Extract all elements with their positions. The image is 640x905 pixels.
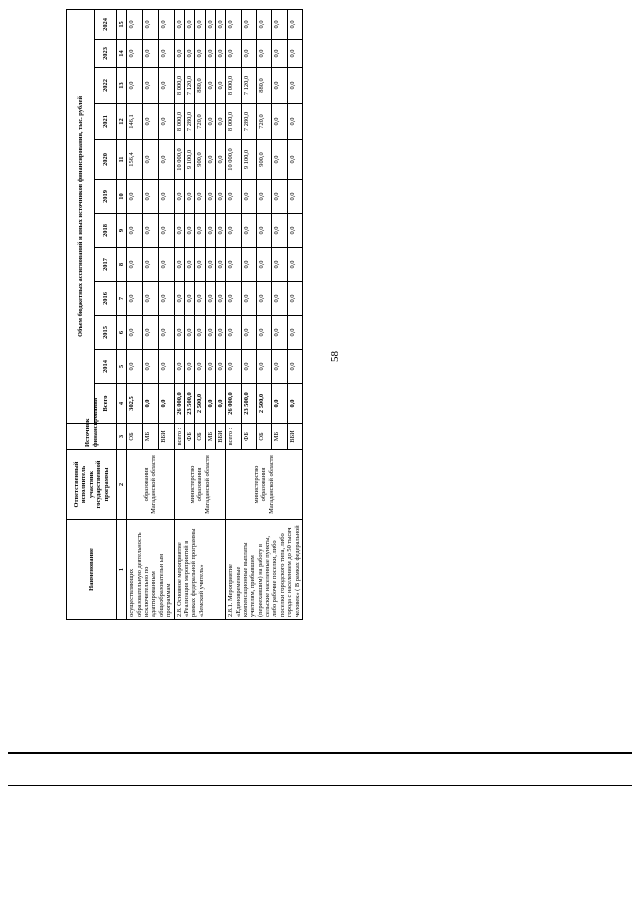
- row-value: 0,0: [272, 68, 287, 104]
- row-value: 0,0: [226, 180, 241, 214]
- column-number: 2: [117, 450, 127, 520]
- row-value: 0,0: [143, 214, 159, 248]
- row-value: 0,0: [256, 40, 271, 68]
- row-value: 8 000,0: [226, 104, 241, 140]
- header-volume: Объем бюджетных ассигнований и иных источников финансирования, тыс. рублей: [67, 9, 95, 423]
- row-value: 0,0: [127, 68, 143, 104]
- row-value: 9 100,0: [184, 140, 194, 180]
- row-value: 0,0: [195, 214, 205, 248]
- row-value: 0,0: [174, 282, 184, 316]
- row-value: 0,0: [143, 9, 159, 39]
- row-value: 0,0: [143, 104, 159, 140]
- row-value: 0,0: [287, 104, 302, 140]
- row-value: 0,0: [241, 40, 256, 68]
- row-value: 0,0: [215, 214, 225, 248]
- row-total: 2 500,0: [256, 384, 271, 424]
- row-value: 880,0: [256, 68, 271, 104]
- column-number: 12: [117, 104, 127, 140]
- row-value: 0,0: [158, 140, 174, 180]
- row-value: 0,0: [272, 214, 287, 248]
- header-year: 2016: [95, 282, 117, 316]
- row-value: 0,0: [256, 9, 271, 39]
- row-value: 0,0: [205, 140, 215, 180]
- row-executor: министерство образования Магаданской области: [174, 450, 226, 520]
- row-value: 0,0: [127, 180, 143, 214]
- column-number: 8: [117, 248, 127, 282]
- row-source: ВБИ: [158, 424, 174, 450]
- row-value: 0,0: [174, 9, 184, 39]
- row-total: 0,0: [287, 384, 302, 424]
- row-value: 0,0: [226, 248, 241, 282]
- row-value: 0,0: [195, 40, 205, 68]
- row-value: 0,0: [205, 248, 215, 282]
- header-total: Всего: [95, 384, 117, 424]
- row-value: 0,0: [143, 180, 159, 214]
- row-value: 720,0: [195, 104, 205, 140]
- financing-table: [66, 9, 303, 620]
- row-value: 0,0: [205, 180, 215, 214]
- header-year: 2018: [95, 214, 117, 248]
- row-value: 0,0: [195, 248, 205, 282]
- row-value: 0,0: [272, 104, 287, 140]
- footer-rule-thick: [8, 752, 632, 754]
- row-source: ФБ: [184, 424, 194, 450]
- row-total: 26 000,0: [226, 384, 241, 424]
- row-value: 0,0: [127, 40, 143, 68]
- header-source: Источник финансирования: [67, 424, 117, 450]
- row-value: 10 000,0: [174, 140, 184, 180]
- row-value: 0,0: [287, 40, 302, 68]
- row-value: 8 000,0: [174, 68, 184, 104]
- row-value: 720,0: [256, 104, 271, 140]
- row-value: 0,0: [195, 9, 205, 39]
- row-value: 8 000,0: [174, 104, 184, 140]
- row-value: 0,0: [205, 214, 215, 248]
- row-value: 0,0: [158, 282, 174, 316]
- row-value: 0,0: [241, 350, 256, 384]
- row-value: 0,0: [174, 248, 184, 282]
- row-value: 0,0: [195, 316, 205, 350]
- row-value: 0,0: [205, 68, 215, 104]
- row-value: 0,0: [195, 350, 205, 384]
- row-value: 0,0: [215, 40, 225, 68]
- row-value: 0,0: [241, 214, 256, 248]
- row-value: 0,0: [174, 214, 184, 248]
- row-source: МБ: [143, 424, 159, 450]
- row-value: 0,0: [158, 350, 174, 384]
- row-value: 0,0: [287, 350, 302, 384]
- row-value: 0,0: [215, 9, 225, 39]
- row-value: 0,0: [287, 9, 302, 39]
- row-value: 0,0: [287, 180, 302, 214]
- row-value: 0,0: [241, 282, 256, 316]
- header-year: 2024: [95, 9, 117, 39]
- row-source: всего :: [174, 424, 184, 450]
- row-source: всего :: [226, 424, 241, 450]
- row-value: 0,0: [158, 9, 174, 39]
- row-total: 0,0: [272, 384, 287, 424]
- column-number: 9: [117, 214, 127, 248]
- row-value: 0,0: [215, 350, 225, 384]
- row-value: 0,0: [226, 40, 241, 68]
- row-total: 2 500,0: [195, 384, 205, 424]
- header-year: 2023: [95, 40, 117, 68]
- row-value: 0,0: [127, 282, 143, 316]
- header-name: Наименование: [67, 520, 117, 620]
- row-source: ОБ: [195, 424, 205, 450]
- row-value: 900,0: [195, 140, 205, 180]
- row-value: 0,0: [287, 316, 302, 350]
- row-source: МБ: [205, 424, 215, 450]
- row-value: 0,0: [158, 104, 174, 140]
- row-value: 0,0: [241, 9, 256, 39]
- row-value: 0,0: [184, 180, 194, 214]
- table-row: [226, 9, 241, 619]
- row-value: 0,0: [272, 248, 287, 282]
- row-value: 0,0: [127, 350, 143, 384]
- row-value: 0,0: [256, 180, 271, 214]
- row-value: 0,0: [226, 350, 241, 384]
- row-value: 0,0: [226, 214, 241, 248]
- row-value: 0,0: [143, 316, 159, 350]
- row-value: 0,0: [205, 282, 215, 316]
- row-value: 0,0: [272, 316, 287, 350]
- row-value: 0,0: [241, 180, 256, 214]
- column-number: 7: [117, 282, 127, 316]
- row-value: 0,0: [205, 104, 215, 140]
- row-value: 0,0: [287, 282, 302, 316]
- row-value: 0,0: [215, 248, 225, 282]
- header-year: 2015: [95, 316, 117, 350]
- row-value: 0,0: [184, 214, 194, 248]
- row-executor: министерство образования Магаданской области: [226, 450, 303, 520]
- row-total: 0,0: [215, 384, 225, 424]
- row-source: ВБИ: [215, 424, 225, 450]
- header-year: 2014: [95, 350, 117, 384]
- row-value: 0,0: [241, 248, 256, 282]
- row-value: 0,0: [241, 316, 256, 350]
- row-source: ОБ: [256, 424, 271, 450]
- header-year: 2022: [95, 68, 117, 104]
- column-number: 11: [117, 140, 127, 180]
- row-value: 156,4: [127, 140, 143, 180]
- row-value: 0,0: [158, 214, 174, 248]
- header-year: 2019: [95, 180, 117, 214]
- row-value: 0,0: [143, 350, 159, 384]
- row-value: 0,0: [226, 9, 241, 39]
- row-value: 0,0: [184, 350, 194, 384]
- row-value: 0,0: [272, 180, 287, 214]
- row-value: 0,0: [256, 350, 271, 384]
- row-value: 0,0: [184, 248, 194, 282]
- row-total: 0,0: [205, 384, 215, 424]
- row-value: 0,0: [205, 350, 215, 384]
- row-value: 0,0: [256, 282, 271, 316]
- header-executor: Ответственный исполнитель участник государственной программы: [67, 450, 117, 520]
- row-value: 9 100,0: [241, 140, 256, 180]
- row-value: 0,0: [174, 316, 184, 350]
- row-value: 0,0: [205, 9, 215, 39]
- row-name: осуществляющих образовательную деятельность исключительно по адаптированным общеобразовательн ым программам: [127, 520, 174, 620]
- footer-rule-thin: [8, 785, 632, 786]
- header-year: 2020: [95, 140, 117, 180]
- row-value: 0,0: [226, 316, 241, 350]
- row-value: 0,0: [143, 282, 159, 316]
- row-value: 0,0: [143, 40, 159, 68]
- row-value: 0,0: [272, 9, 287, 39]
- row-value: 7 120,0: [184, 68, 194, 104]
- column-number: 13: [117, 68, 127, 104]
- row-value: 0,0: [256, 248, 271, 282]
- header-year: 2021: [95, 104, 117, 140]
- row-value: 0,0: [215, 104, 225, 140]
- column-number: 14: [117, 40, 127, 68]
- row-value: 0,0: [215, 282, 225, 316]
- row-value: 0,0: [143, 248, 159, 282]
- row-value: 0,0: [205, 316, 215, 350]
- row-total: 0,0: [143, 384, 159, 424]
- row-source: ВБИ: [287, 424, 302, 450]
- row-name: 2.8.1. Мероприятие «Единовременные компенсационные выплаты учителям, прибывшим (переехавшим) на работу в сельские населенные пункты, либо рабочие поселки, либо поселки городского типа, либо города с населением до 50 тысяч человек» ( В рамках федеральной: [226, 520, 303, 620]
- row-value: 0,0: [272, 282, 287, 316]
- row-value: 0,0: [287, 140, 302, 180]
- row-value: 0,0: [226, 282, 241, 316]
- row-value: 0,0: [127, 9, 143, 39]
- row-value: 0,0: [158, 316, 174, 350]
- rotated-table-container: [66, 10, 586, 620]
- row-total: 0,0: [158, 384, 174, 424]
- row-name: 2.8. Основное мероприятие «Реализация мероприятий в рамках федеральной программы «Земский учитель»: [174, 520, 226, 620]
- row-value: 0,0: [195, 180, 205, 214]
- row-value: 0,0: [272, 350, 287, 384]
- column-number: 5: [117, 350, 127, 384]
- row-value: 7 280,0: [241, 104, 256, 140]
- row-total: 302,5: [127, 384, 143, 424]
- row-source: ОБ: [127, 424, 143, 450]
- row-value: 0,0: [287, 68, 302, 104]
- row-value: 10 000,0: [226, 140, 241, 180]
- row-source: МБ: [272, 424, 287, 450]
- header-year: 2017: [95, 248, 117, 282]
- row-executor: образования Магаданской области: [127, 450, 174, 520]
- row-value: 0,0: [272, 40, 287, 68]
- row-value: 0,0: [158, 68, 174, 104]
- row-value: 0,0: [143, 68, 159, 104]
- row-value: 8 000,0: [226, 68, 241, 104]
- row-value: 0,0: [287, 248, 302, 282]
- row-value: 0,0: [158, 248, 174, 282]
- row-value: 0,0: [215, 68, 225, 104]
- row-value: 0,0: [174, 350, 184, 384]
- row-value: 0,0: [184, 282, 194, 316]
- row-value: 0,0: [127, 214, 143, 248]
- row-value: 0,0: [215, 140, 225, 180]
- column-number: 15: [117, 9, 127, 39]
- table-row: [127, 9, 143, 619]
- row-value: 900,0: [256, 140, 271, 180]
- row-value: 0,0: [205, 40, 215, 68]
- row-value: 0,0: [158, 180, 174, 214]
- column-number: 1: [117, 520, 127, 620]
- row-value: 0,0: [158, 40, 174, 68]
- row-value: 0,0: [287, 214, 302, 248]
- row-value: 0,0: [184, 40, 194, 68]
- row-value: 146,1: [127, 104, 143, 140]
- row-value: 0,0: [256, 316, 271, 350]
- row-value: 7 280,0: [184, 104, 194, 140]
- row-value: 0,0: [174, 40, 184, 68]
- row-value: 0,0: [184, 316, 194, 350]
- row-value: 0,0: [184, 9, 194, 39]
- row-value: 7 120,0: [241, 68, 256, 104]
- column-number: 6: [117, 316, 127, 350]
- table-row: [174, 9, 184, 619]
- column-number: 4: [117, 384, 127, 424]
- row-value: 0,0: [215, 180, 225, 214]
- row-value: 0,0: [256, 214, 271, 248]
- row-value: 0,0: [195, 282, 205, 316]
- row-source: ФБ: [241, 424, 256, 450]
- row-value: 0,0: [174, 180, 184, 214]
- row-value: 880,0: [195, 68, 205, 104]
- row-total: 26 000,0: [174, 384, 184, 424]
- row-value: 0,0: [127, 248, 143, 282]
- row-total: 23 500,0: [241, 384, 256, 424]
- page-number: 58: [329, 351, 341, 362]
- row-value: 0,0: [143, 140, 159, 180]
- row-value: 0,0: [272, 140, 287, 180]
- row-total: 23 500,0: [184, 384, 194, 424]
- row-value: 0,0: [215, 316, 225, 350]
- row-value: 0,0: [127, 316, 143, 350]
- column-number: 10: [117, 180, 127, 214]
- column-number: 3: [117, 424, 127, 450]
